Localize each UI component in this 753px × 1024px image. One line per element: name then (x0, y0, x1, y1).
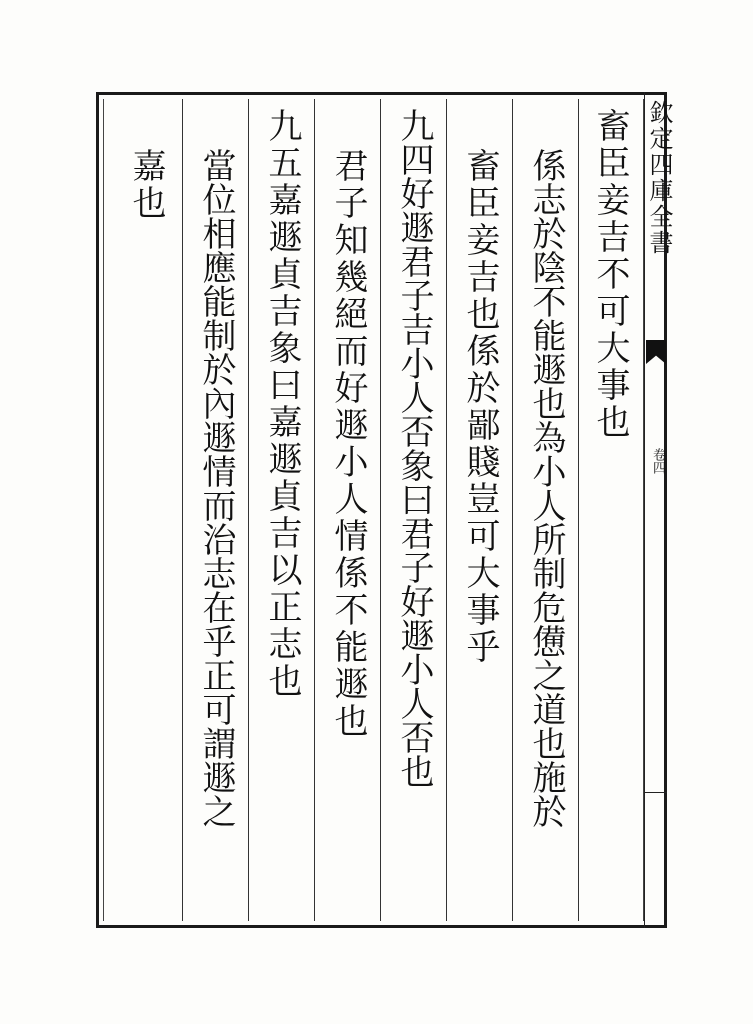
column-rule (512, 99, 513, 921)
column-rule (578, 99, 579, 921)
text-column-4: 九四好遯君子吉小人否象曰君子好遯小人否也 (394, 108, 434, 788)
column-rule (248, 99, 249, 921)
text-column-2: 係志於陰不能遯也為小人所制危憊之道也施於 (526, 148, 566, 828)
margin-tick (644, 792, 667, 793)
column-rule (380, 99, 381, 921)
column-rule (446, 99, 447, 921)
text-column-3: 畜臣妾吉也係於鄙賤豈可大事乎 (460, 148, 500, 666)
text-column-1: 畜臣妾吉不可大事也 (590, 108, 630, 441)
column-rule (314, 99, 315, 921)
text-column-8: 嘉也 (126, 148, 166, 222)
text-column-5: 君子知幾絕而好遯小人情係不能遯也 (328, 148, 368, 740)
text-column-6: 九五嘉遯貞吉象曰嘉遯貞吉以正志也 (262, 108, 302, 700)
volume-label: 卷四 (650, 448, 665, 474)
column-rule (182, 99, 183, 921)
book-title: 欽定四庫全書 (645, 100, 673, 256)
text-column-7: 當位相應能制於內遯情而治志在乎正可謂遯之 (196, 148, 236, 828)
